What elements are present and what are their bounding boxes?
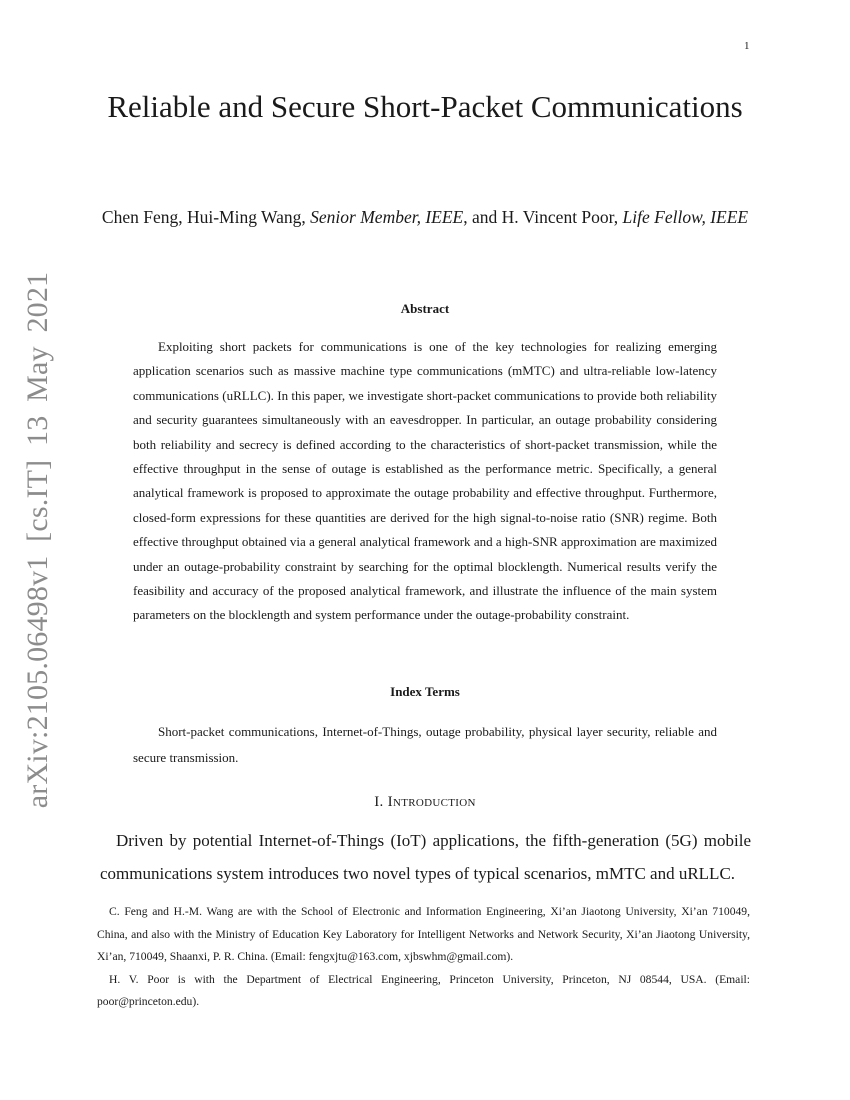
author-list xyxy=(100,200,750,234)
author-role-1: Senior Member, IEEE xyxy=(310,207,464,227)
abstract-heading: Abstract xyxy=(400,301,450,316)
author-names-2: , and H. Vincent Poor, xyxy=(463,207,623,227)
section-numeral: I. xyxy=(374,794,388,810)
introduction-text: Driven by potential Internet-of-Things (IoT) applications, the fifth-generation (5G) mobile communications system introduces two novel types of typical scenarios, mMTC and uRLLC. xyxy=(100,831,751,883)
introduction-heading xyxy=(100,794,750,811)
section-title: Introduction xyxy=(387,794,476,810)
index-terms-heading: Index Terms xyxy=(390,684,460,699)
page-number: 1 xyxy=(744,40,750,52)
author-names-1: Chen Feng, Hui-Ming Wang, xyxy=(101,207,311,227)
abstract-text: Exploiting short packets for communications is one of the key technologies for realizing emerging application scenarios such as massive machine type communications (mMTC) and ultra-reliable low-latency communications (uRLLC). In this paper, we investigate short-packet communications to provide both reliability and security guarantees simultaneously with an eavesdropper. In particular, an outage probability considering both reliability and secrecy is defined according to the characteristics of short-packet transmission, while the effective throughput in the sense of outage is established as the performance metric. Specifically, a general analytical framework is proposed to approximate the outage probability and effective throughput. Furthermore, closed-form expressions for these quantities are derived for the high signal-to-noise ratio (SNR) regime. Both effective throughput obtained via a general analytical framework and a high-SNR approximation are maximized under an outage-probability constraint by searching for the optimal blocklength. Numerical results verify the feasibility and accuracy of the proposed analytical framework, and illustrate the influence of the main system parameters on the blocklength and system performance under the outage-probability constraint. xyxy=(133,339,717,623)
author-role-2: Life Fellow, IEEE xyxy=(622,207,749,227)
index-terms-text: Short-packet communications, Internet-of-Things, outage probability, physical layer security, reliable and secure transmission. xyxy=(133,724,717,765)
arxiv-identifier-stamp: arXiv:2105.06498v1 [cs.IT] 13 May 2021 xyxy=(21,271,54,809)
paper-title: Reliable and Secure Short-Packet Communications xyxy=(107,89,743,124)
affiliation-footnotes xyxy=(97,901,750,1014)
footnote-affiliation-1: C. Feng and H.-M. Wang are with the School of Electronic and Information Engineering, Xi’an Jiaotong University, Xi’an 710049, China, and also with the Ministry of Education Key Laboratory for Intelligent Networks and Network Security, Xi’an Jiaotong University, Xi’an, 710049, Shaanxi, P. R. China. (Email: fengxjtu@163.com, xjbswhm@gmail.com). xyxy=(97,905,750,964)
footnote-affiliation-2: H. V. Poor is with the Department of Electrical Engineering, Princeton University, Princeton, NJ 08544, USA. (Email: poor@princeton.edu). xyxy=(97,972,750,1009)
